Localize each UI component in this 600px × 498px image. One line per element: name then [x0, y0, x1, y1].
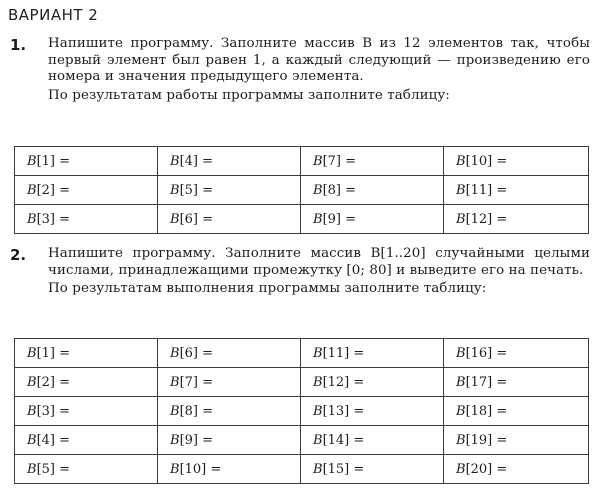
task-2-instruction: По результатам выполнения программы заполните таблицу:	[48, 281, 487, 297]
cell-label: B[10] =	[170, 461, 222, 477]
answer-cell[interactable]	[444, 426, 589, 455]
answer-cell[interactable]	[444, 339, 589, 368]
answer-cell[interactable]	[301, 147, 444, 176]
cell-label: B[6] =	[170, 211, 214, 227]
answer-cell[interactable]	[15, 339, 158, 368]
answer-cell[interactable]	[301, 426, 444, 455]
answer-cell[interactable]	[444, 205, 589, 234]
cell-label: B[2] =	[27, 182, 71, 198]
cell-label: B[18] =	[456, 403, 508, 419]
task-2-text	[48, 246, 590, 298]
cell-label: B[11] =	[456, 182, 508, 198]
task-2-number: 2.	[10, 246, 27, 264]
cell-label: B[7] =	[170, 374, 214, 390]
task-1-answer-table	[14, 146, 589, 234]
cell-label: B[5] =	[170, 182, 214, 198]
cell-label: B[17] =	[456, 374, 508, 390]
answer-cell[interactable]	[301, 368, 444, 397]
cell-label: B[15] =	[313, 461, 365, 477]
answer-cell[interactable]	[444, 176, 589, 205]
cell-label: B[3] =	[27, 211, 71, 227]
cell-label: B[13] =	[313, 403, 365, 419]
task-2	[8, 246, 590, 298]
answer-cell[interactable]	[301, 339, 444, 368]
task-2-statement: Напишите программу. Заполните массив B[1..20] случайными целыми числами, принадлежащими промежутку [0; 80] и выведите его на печать.	[48, 246, 590, 278]
answer-cell[interactable]	[15, 368, 158, 397]
cell-label: B[12] =	[313, 374, 365, 390]
task-1-instruction: По результатам работы программы заполните таблицу:	[48, 87, 450, 103]
table-row	[15, 339, 589, 368]
answer-cell[interactable]	[444, 455, 589, 484]
answer-cell[interactable]	[301, 455, 444, 484]
answer-cell[interactable]	[15, 205, 158, 234]
task-2-answer-table	[14, 338, 589, 484]
cell-label: B[2] =	[27, 374, 71, 390]
variant-title: ВАРИАНТ 2	[8, 6, 99, 24]
answer-cell[interactable]	[444, 147, 589, 176]
cell-label: B[6] =	[170, 345, 214, 361]
answer-cell[interactable]	[301, 397, 444, 426]
answer-cell[interactable]	[158, 176, 301, 205]
cell-label: B[7] =	[313, 153, 357, 169]
answer-cell[interactable]	[158, 455, 301, 484]
cell-label: B[16] =	[456, 345, 508, 361]
cell-label: B[4] =	[27, 432, 71, 448]
cell-label: B[9] =	[313, 211, 357, 227]
answer-cell[interactable]	[158, 205, 301, 234]
table-row	[15, 205, 589, 234]
cell-label: B[20] =	[456, 461, 508, 477]
cell-label: B[14] =	[313, 432, 365, 448]
answer-cell[interactable]	[301, 205, 444, 234]
cell-label: B[1] =	[27, 345, 71, 361]
cell-label: B[19] =	[456, 432, 508, 448]
cell-label: B[4] =	[170, 153, 214, 169]
table-row	[15, 176, 589, 205]
answer-cell[interactable]	[158, 368, 301, 397]
table-row	[15, 368, 589, 397]
cell-label: B[11] =	[313, 345, 365, 361]
task-1-text	[48, 36, 590, 104]
cell-label: B[3] =	[27, 403, 71, 419]
task-1	[8, 36, 590, 104]
cell-label: B[5] =	[27, 461, 71, 477]
answer-cell[interactable]	[158, 397, 301, 426]
cell-label: B[12] =	[456, 211, 508, 227]
table-row	[15, 455, 589, 484]
answer-cell[interactable]	[15, 147, 158, 176]
answer-cell[interactable]	[15, 397, 158, 426]
task-1-statement: Напишите программу. Заполните массив B из 12 элементов так, чтобы первый элемент был равен 1, а каждый следующий — произведению его номера и значения предыдущего элемента.	[48, 36, 590, 85]
answer-cell[interactable]	[444, 397, 589, 426]
cell-label: B[8] =	[170, 403, 214, 419]
answer-cell[interactable]	[15, 455, 158, 484]
answer-cell[interactable]	[301, 176, 444, 205]
cell-label: B[8] =	[313, 182, 357, 198]
table-row	[15, 397, 589, 426]
cell-label: B[1] =	[27, 153, 71, 169]
answer-cell[interactable]	[158, 147, 301, 176]
answer-cell[interactable]	[158, 339, 301, 368]
cell-label: B[9] =	[170, 432, 214, 448]
answer-cell[interactable]	[15, 426, 158, 455]
task-1-number: 1.	[10, 36, 27, 54]
table-row	[15, 426, 589, 455]
answer-cell[interactable]	[15, 176, 158, 205]
answer-cell[interactable]	[444, 368, 589, 397]
answer-cell[interactable]	[158, 426, 301, 455]
cell-label: B[10] =	[456, 153, 508, 169]
table-row	[15, 147, 589, 176]
